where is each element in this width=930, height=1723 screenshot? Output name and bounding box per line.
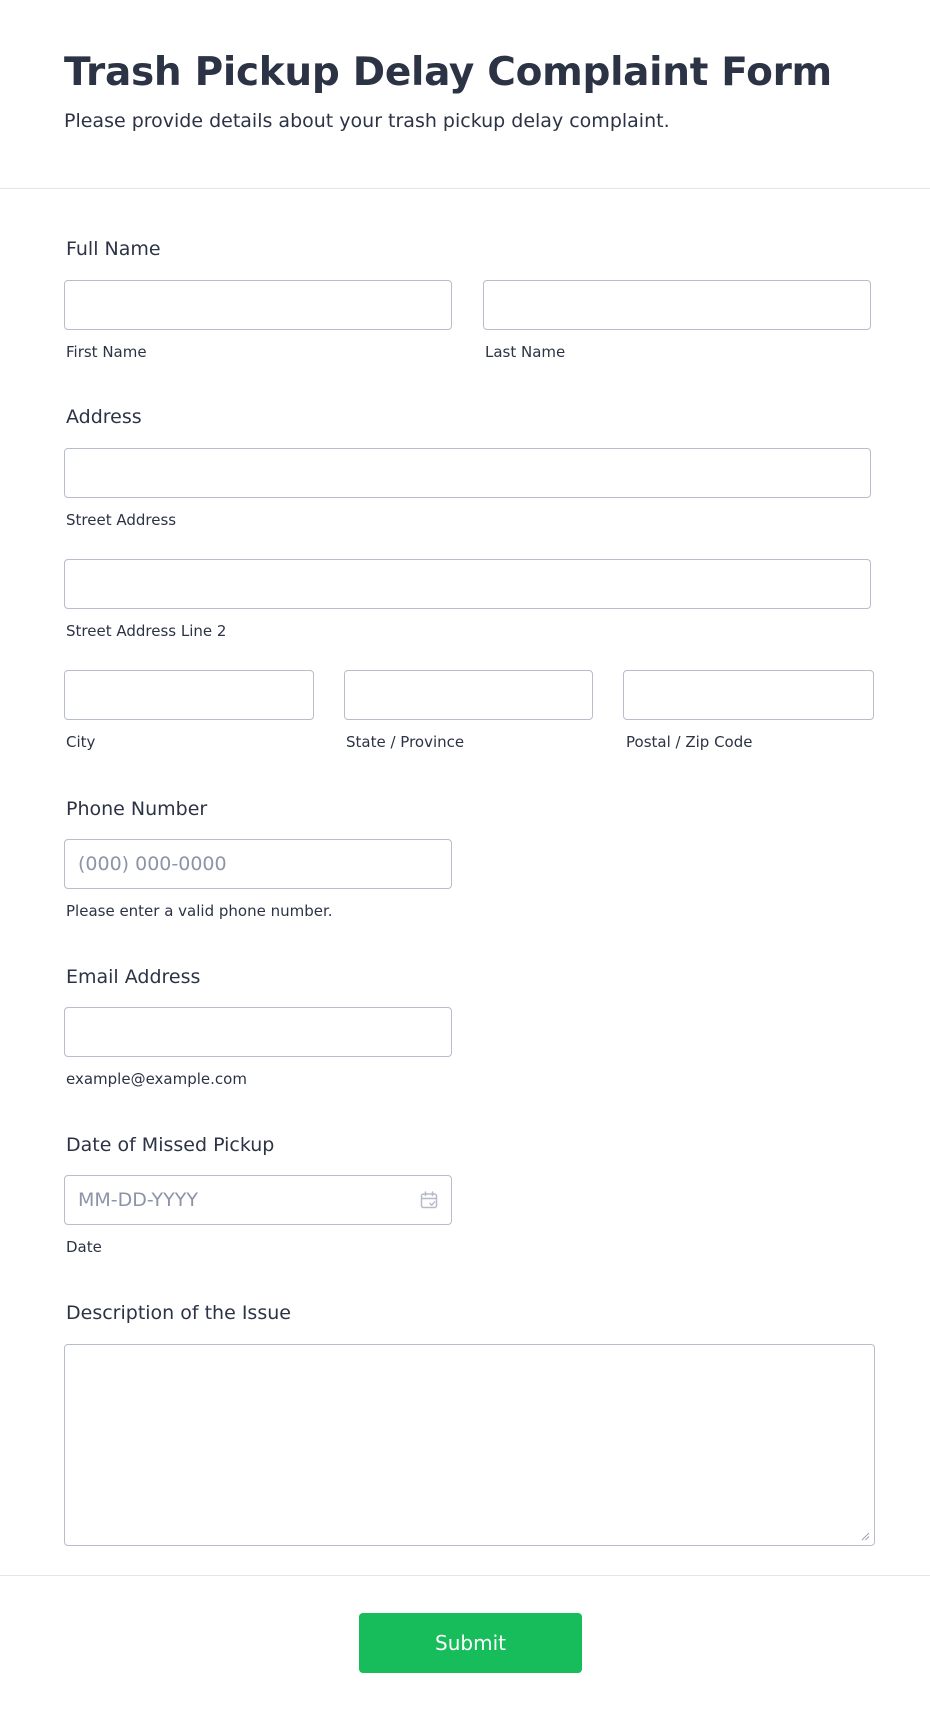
page-title: Trash Pickup Delay Complaint Form xyxy=(64,50,832,95)
last-name-sublabel: Last Name xyxy=(485,343,566,361)
postal-zip-sublabel: Postal / Zip Code xyxy=(626,733,753,751)
first-name-sublabel: First Name xyxy=(66,343,147,361)
phone-number-sublabel: Please enter a valid phone number. xyxy=(66,902,333,920)
street-address-line2-input[interactable] xyxy=(64,559,871,609)
last-name-input[interactable] xyxy=(483,280,871,330)
submit-button[interactable]: Submit xyxy=(359,1613,582,1673)
address-label: Address xyxy=(66,406,142,428)
description-label: Description of the Issue xyxy=(66,1302,291,1324)
street-address-input[interactable] xyxy=(64,448,871,498)
postal-zip-input[interactable] xyxy=(623,670,874,720)
missed-pickup-date-label: Date of Missed Pickup xyxy=(66,1134,275,1156)
calendar-icon[interactable] xyxy=(419,1190,439,1210)
page-subtitle: Please provide details about your trash pickup delay complaint. xyxy=(64,110,670,132)
missed-pickup-date-sublabel: Date xyxy=(66,1238,102,1256)
city-input[interactable] xyxy=(64,670,314,720)
state-province-input[interactable] xyxy=(344,670,593,720)
email-sublabel: example@example.com xyxy=(66,1070,247,1088)
full-name-label: Full Name xyxy=(66,238,161,260)
email-address-label: Email Address xyxy=(66,966,201,988)
street-address-line2-sublabel: Street Address Line 2 xyxy=(66,622,227,640)
form-header xyxy=(0,0,930,189)
phone-number-input[interactable] xyxy=(64,839,452,889)
first-name-input[interactable] xyxy=(64,280,452,330)
email-input[interactable] xyxy=(64,1007,452,1057)
phone-number-label: Phone Number xyxy=(66,798,208,820)
missed-pickup-date-input[interactable] xyxy=(64,1175,452,1225)
street-address-sublabel: Street Address xyxy=(66,511,177,529)
resize-grip-icon[interactable] xyxy=(860,1531,870,1541)
description-textarea[interactable] xyxy=(64,1344,875,1546)
city-sublabel: City xyxy=(66,733,96,751)
state-province-sublabel: State / Province xyxy=(346,733,465,751)
